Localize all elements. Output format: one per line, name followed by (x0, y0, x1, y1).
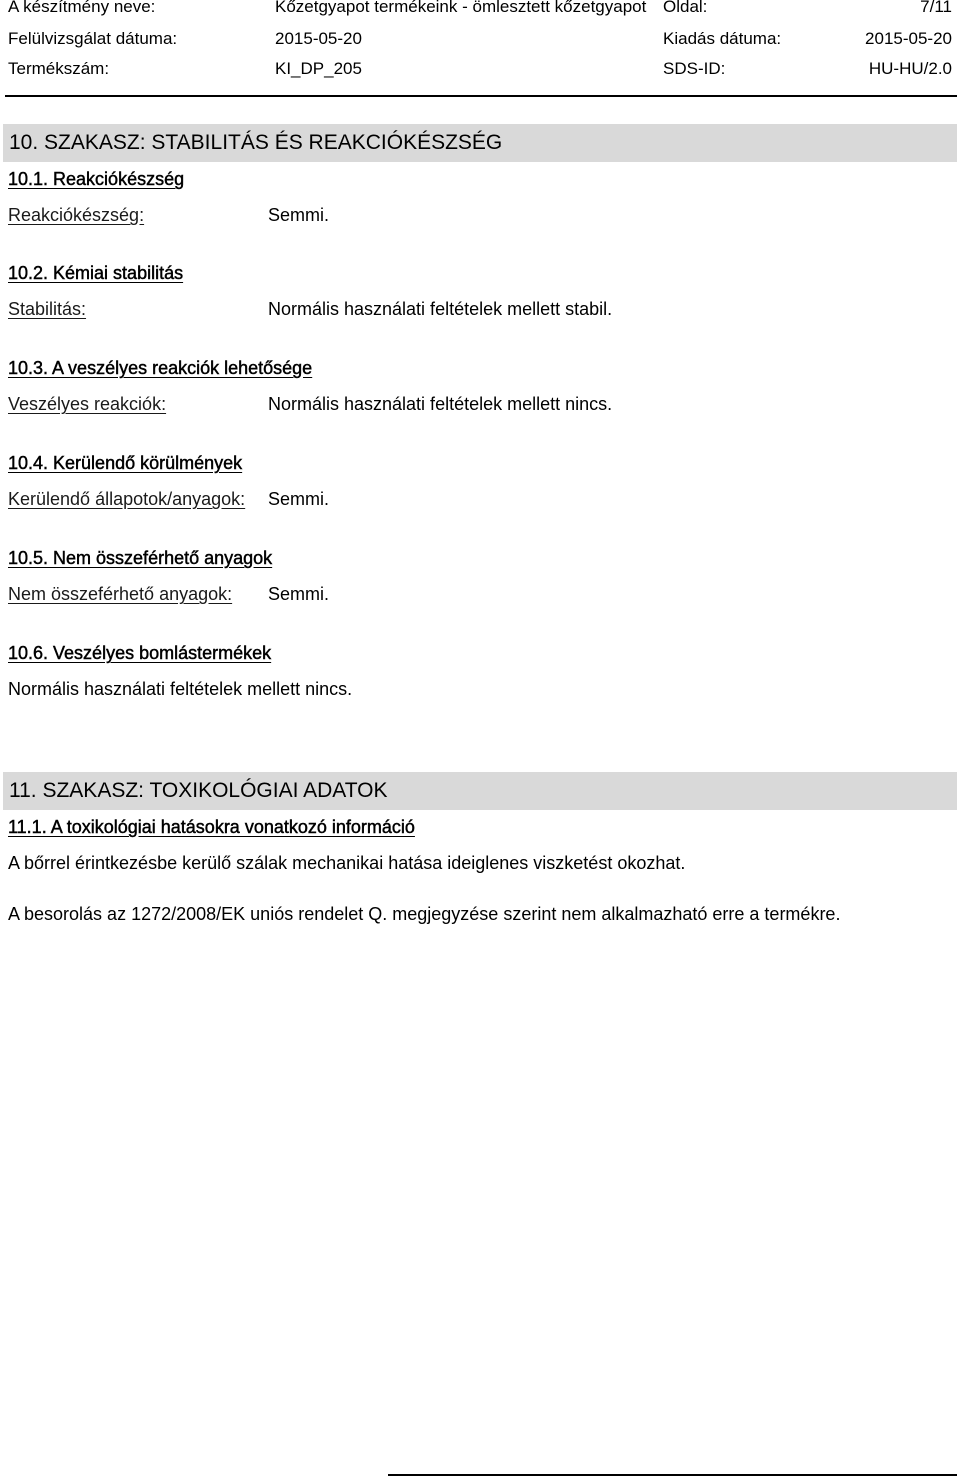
product-number-value: KI_DP_205 (275, 59, 362, 78)
page-label: Oldal: (663, 0, 708, 16)
section-10-title: 10. SZAKASZ: STABILITÁS ÉS REAKCIÓKÉSZSÉG (3, 124, 957, 162)
footer-divider (388, 1474, 957, 1476)
conditions-to-avoid-value: Semmi. (268, 489, 330, 509)
stability-label: Stabilitás: (8, 299, 87, 319)
toxicology-text-1: A bőrrel érintkezésbe kerülő szálak mechanikai hatása ideiglenes viszketést okozhat. (8, 853, 686, 873)
subsection-10-1-heading: 10.1. Reakciókészség (8, 169, 185, 189)
reactivity-label: Reakciókészség: (8, 205, 145, 225)
decomposition-products-text: Normális használati feltételek mellett nincs. (8, 679, 353, 699)
toxicology-text-2: A besorolás az 1272/2008/EK uniós rendelet Q. megjegyzése szerint nem alkalmazható erre a termékre. (8, 904, 841, 924)
conditions-to-avoid-label: Kerülendő állapotok/anyagok: (8, 489, 246, 509)
incompatible-materials-value: Semmi. (268, 584, 330, 604)
section-11-title: 11. SZAKASZ: TOXIKOLÓGIAI ADATOK (3, 772, 957, 810)
header-row-product (0, 0, 960, 19)
hazardous-reactions-label: Veszélyes reakciók: (8, 394, 167, 414)
stability-value: Normális használati feltételek mellett stabil. (268, 299, 613, 319)
subsection-11-1-heading: 11.1. A toxikológiai hatásokra vonatkozó információ (8, 817, 415, 837)
hazardous-reactions-value: Normális használati feltételek mellett nincs. (268, 394, 613, 414)
subsection-10-5-heading: 10.5. Nem összeférhető anyagok (8, 548, 273, 568)
header-divider (5, 95, 957, 97)
incompatible-materials-label: Nem összeférhető anyagok: (8, 584, 233, 604)
page-number: 7/11 (920, 0, 952, 16)
reactivity-value: Semmi. (268, 205, 330, 225)
subsection-10-6-heading: 10.6. Veszélyes bomlástermékek (8, 643, 272, 663)
header-row-dates (0, 27, 960, 51)
subsection-10-4-heading: 10.4. Kerülendő körülmények (8, 453, 243, 473)
subsection-10-2-heading: 10.2. Kémiai stabilitás (8, 263, 184, 283)
product-name-value: Kőzetgyapot termékeink - ömlesztett kőzetgyapot (275, 0, 647, 16)
revision-date-value: 2015-05-20 (275, 29, 362, 48)
sds-id-value: HU-HU/2.0 (868, 59, 952, 78)
sds-id-label: SDS-ID: (663, 59, 726, 78)
product-name-label: A készítmény neve: (8, 0, 156, 16)
issue-date-value: 2015-05-20 (865, 29, 952, 48)
revision-date-label: Felülvizsgálat dátuma: (8, 29, 178, 48)
subsection-10-3-heading: 10.3. A veszélyes reakciók lehetősége (8, 358, 313, 378)
header-row-ids (0, 57, 960, 81)
issue-date-label: Kiadás dátuma: (663, 29, 782, 48)
product-number-label: Termékszám: (8, 59, 110, 78)
